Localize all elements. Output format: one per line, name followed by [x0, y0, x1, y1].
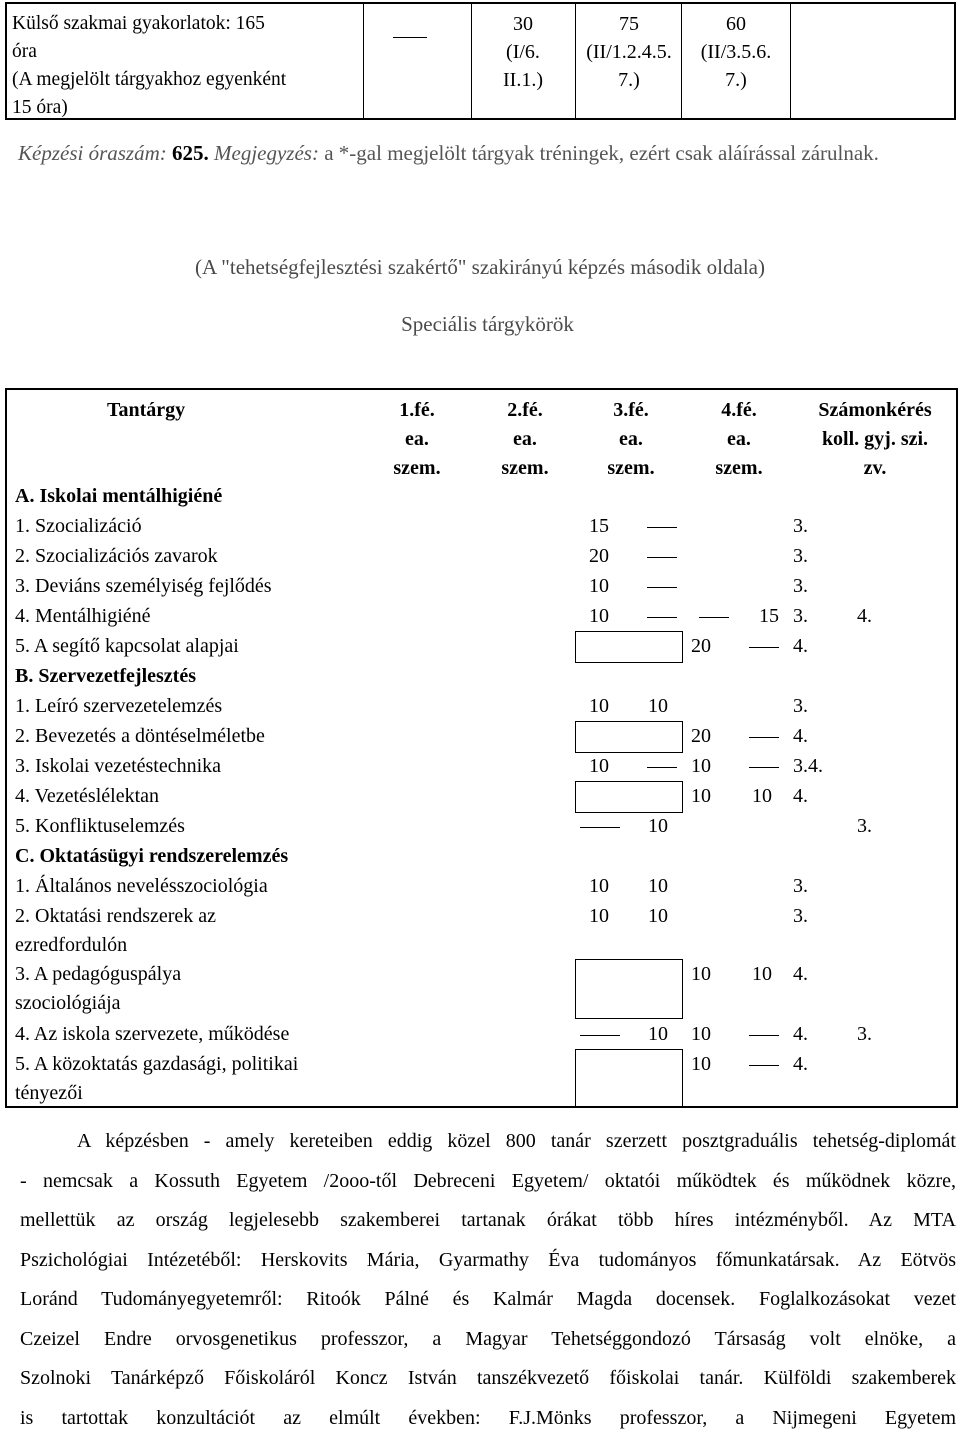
row-label: 5. A közoktatás gazdasági, politikai tényezői	[15, 1050, 298, 1108]
section-a-title: A. Iskolai mentálhigiéné	[15, 482, 222, 511]
row-eval: 4.	[793, 632, 808, 661]
row-label: 3. Deviáns személyiség fejlődés	[15, 572, 272, 601]
header-sem3: 3.fé. ea. szem.	[596, 396, 666, 483]
section-subheading: (A "tehetségfejlesztési szakértő" szakirányú képzés második oldala)	[0, 255, 960, 280]
row-value: 10	[589, 752, 609, 781]
header-subject: Tantárgy	[107, 396, 267, 425]
row-dash	[580, 827, 620, 828]
header-sem2: 2.fé. ea. szem.	[490, 396, 560, 483]
row-value: 10	[648, 812, 668, 841]
row-eval: 3.	[857, 812, 872, 841]
row-dash	[749, 647, 779, 648]
section-c-title: C. Oktatásügyi rendszerelemzés	[15, 842, 288, 871]
row-label: 4. Az iskola szervezete, működése	[15, 1020, 289, 1049]
row-eval: 4.	[793, 960, 808, 989]
empty-cell	[575, 631, 683, 663]
row-label: 5. Konfliktuselemzés	[15, 812, 185, 841]
practice-sem3: 75 (II/1.2.4.5. 7.)	[577, 10, 681, 94]
row-dash	[749, 1065, 779, 1066]
row-label: 1. Szocializáció	[15, 512, 142, 541]
row-value: 10	[648, 902, 668, 931]
row-label: 2. Szocializációs zavarok	[15, 542, 218, 571]
row-value: 15	[759, 602, 779, 631]
row-value: 10	[752, 960, 772, 989]
paragraph-line: is tartottak konzultációt az elmúlt években: F.J.Mönks professzor, a Nijmegeni Egyetem	[20, 1399, 956, 1438]
empty-cell	[575, 721, 683, 753]
row-eval: 3.	[793, 572, 808, 601]
paragraph-line: Czeizel Endre orvosgenetikus professzor, a Magyar Tehetséggondozó Társaság volt elnöke, a	[20, 1320, 956, 1360]
row-value: 10	[648, 692, 668, 721]
row-value: 10	[648, 872, 668, 901]
paragraph-line: A képzésben - amely kereteiben eddig közel 800 tanár szerzett posztgraduális tehetség-diplomát	[20, 1122, 956, 1162]
header-sem4: 4.fé. ea. szem.	[704, 396, 774, 483]
paragraph-line: - nemcsak a Kossuth Egyetem /2ooo-től Debreceni Egyetem/ oktatói működtek és működnek közre,	[20, 1162, 956, 1202]
empty-cell	[575, 781, 683, 813]
row-dash	[749, 737, 779, 738]
row-value: 10	[691, 752, 711, 781]
row-value: 10	[589, 902, 609, 931]
row-value: 15	[589, 512, 609, 541]
paragraph-line: Loránd Tudományegyetemről: Ritoók Pálné és Kalmár Magda docensek. Foglalkozásokat vezet	[20, 1280, 956, 1320]
row-value: 20	[589, 542, 609, 571]
row-value: 10	[691, 960, 711, 989]
row-eval: 4.	[793, 722, 808, 751]
row-dash	[647, 617, 677, 618]
row-value: 10	[752, 782, 772, 811]
empty-cell	[575, 959, 683, 1019]
practice-sem1-dash	[393, 22, 427, 50]
paragraph-line: Pszichológiai Intézetéből: Herskovits Mária, Gyarmathy Éva tudományos főmunkatársak. Az Eötvös	[20, 1241, 956, 1281]
training-note	[18, 138, 948, 168]
row-dash	[647, 527, 677, 528]
subjects-table	[5, 388, 958, 1108]
row-label: 3. Iskolai vezetéstechnika	[15, 752, 221, 781]
row-value: 10	[589, 602, 609, 631]
body-paragraph	[20, 1122, 956, 1438]
remark-label: Megjegyzés:	[214, 141, 319, 165]
row-eval: 3.	[793, 542, 808, 571]
practice-label: Külső szakmai gyakorlatok: 165 óra (A megjelölt tárgyakhoz egyenként 15 óra)	[12, 10, 362, 122]
row-eval: 3.4.	[793, 752, 823, 781]
row-label: 1. Általános nevelésszociológia	[15, 872, 268, 901]
remark-text: a *-gal megjelölt tárgyak tréningek, ezért csak aláírással zárulnak.	[324, 141, 879, 165]
row-dash	[699, 617, 729, 618]
section-b-title: B. Szervezetfejlesztés	[15, 662, 196, 691]
row-dash	[749, 767, 779, 768]
row-value: 10	[648, 1020, 668, 1049]
row-value: 10	[589, 872, 609, 901]
row-value: 10	[691, 1050, 711, 1079]
hours-value: 625.	[172, 141, 209, 165]
row-value: 10	[691, 1020, 711, 1049]
row-value: 20	[691, 722, 711, 751]
row-label: 5. A segítő kapcsolat alapjai	[15, 632, 239, 661]
row-value: 20	[691, 632, 711, 661]
header-evaluation: Számonkérés koll. gyj. szi. zv.	[795, 396, 955, 483]
row-eval: 3.	[793, 512, 808, 541]
row-eval: 4.	[793, 1050, 808, 1079]
hours-label: Képzési óraszám:	[18, 141, 167, 165]
practice-sem4: 60 (II/3.5.6. 7.)	[683, 10, 789, 94]
row-label: 4. Vezetéslélektan	[15, 782, 159, 811]
row-label: 1. Leíró szervezetelemzés	[15, 692, 222, 721]
row-label: 2. Bevezetés a döntéselméletbe	[15, 722, 265, 751]
row-value: 10	[589, 692, 609, 721]
practice-table	[5, 2, 956, 120]
row-eval: 4.	[793, 1020, 808, 1049]
row-dash	[580, 1035, 620, 1036]
row-value: 10	[691, 782, 711, 811]
row-label: 3. A pedagóguspálya szociológiája	[15, 960, 181, 1018]
row-eval: 3.	[793, 602, 808, 631]
paragraph-line: Szolnoki Tanárképző Főiskoláról Koncz István tanszékvezető főiskolai tanár. Külföldi szakemberek	[20, 1359, 956, 1399]
empty-cell	[575, 1049, 683, 1108]
row-eval: 4.	[793, 782, 808, 811]
row-dash	[647, 587, 677, 588]
row-eval: 3.	[857, 1020, 872, 1049]
row-eval: 3.	[793, 692, 808, 721]
row-eval: 3.	[793, 902, 808, 931]
row-eval: 4.	[857, 602, 872, 631]
row-dash	[647, 767, 677, 768]
section-heading: Speciális tárgykörök	[0, 312, 960, 337]
row-dash	[647, 557, 677, 558]
row-value: 10	[589, 572, 609, 601]
paragraph-line: mellettük az ország legjelesebb szakemberei tartanak órákat több híres intézményből. Az MTA	[20, 1201, 956, 1241]
row-dash	[749, 1035, 779, 1036]
header-sem1: 1.fé. ea. szem.	[382, 396, 452, 483]
row-label: 4. Mentálhigiéné	[15, 602, 151, 631]
row-eval: 3.	[793, 872, 808, 901]
practice-sem2: 30 (I/6. II.1.)	[473, 10, 573, 94]
row-label: 2. Oktatási rendszerek az ezredfordulón	[15, 902, 216, 960]
